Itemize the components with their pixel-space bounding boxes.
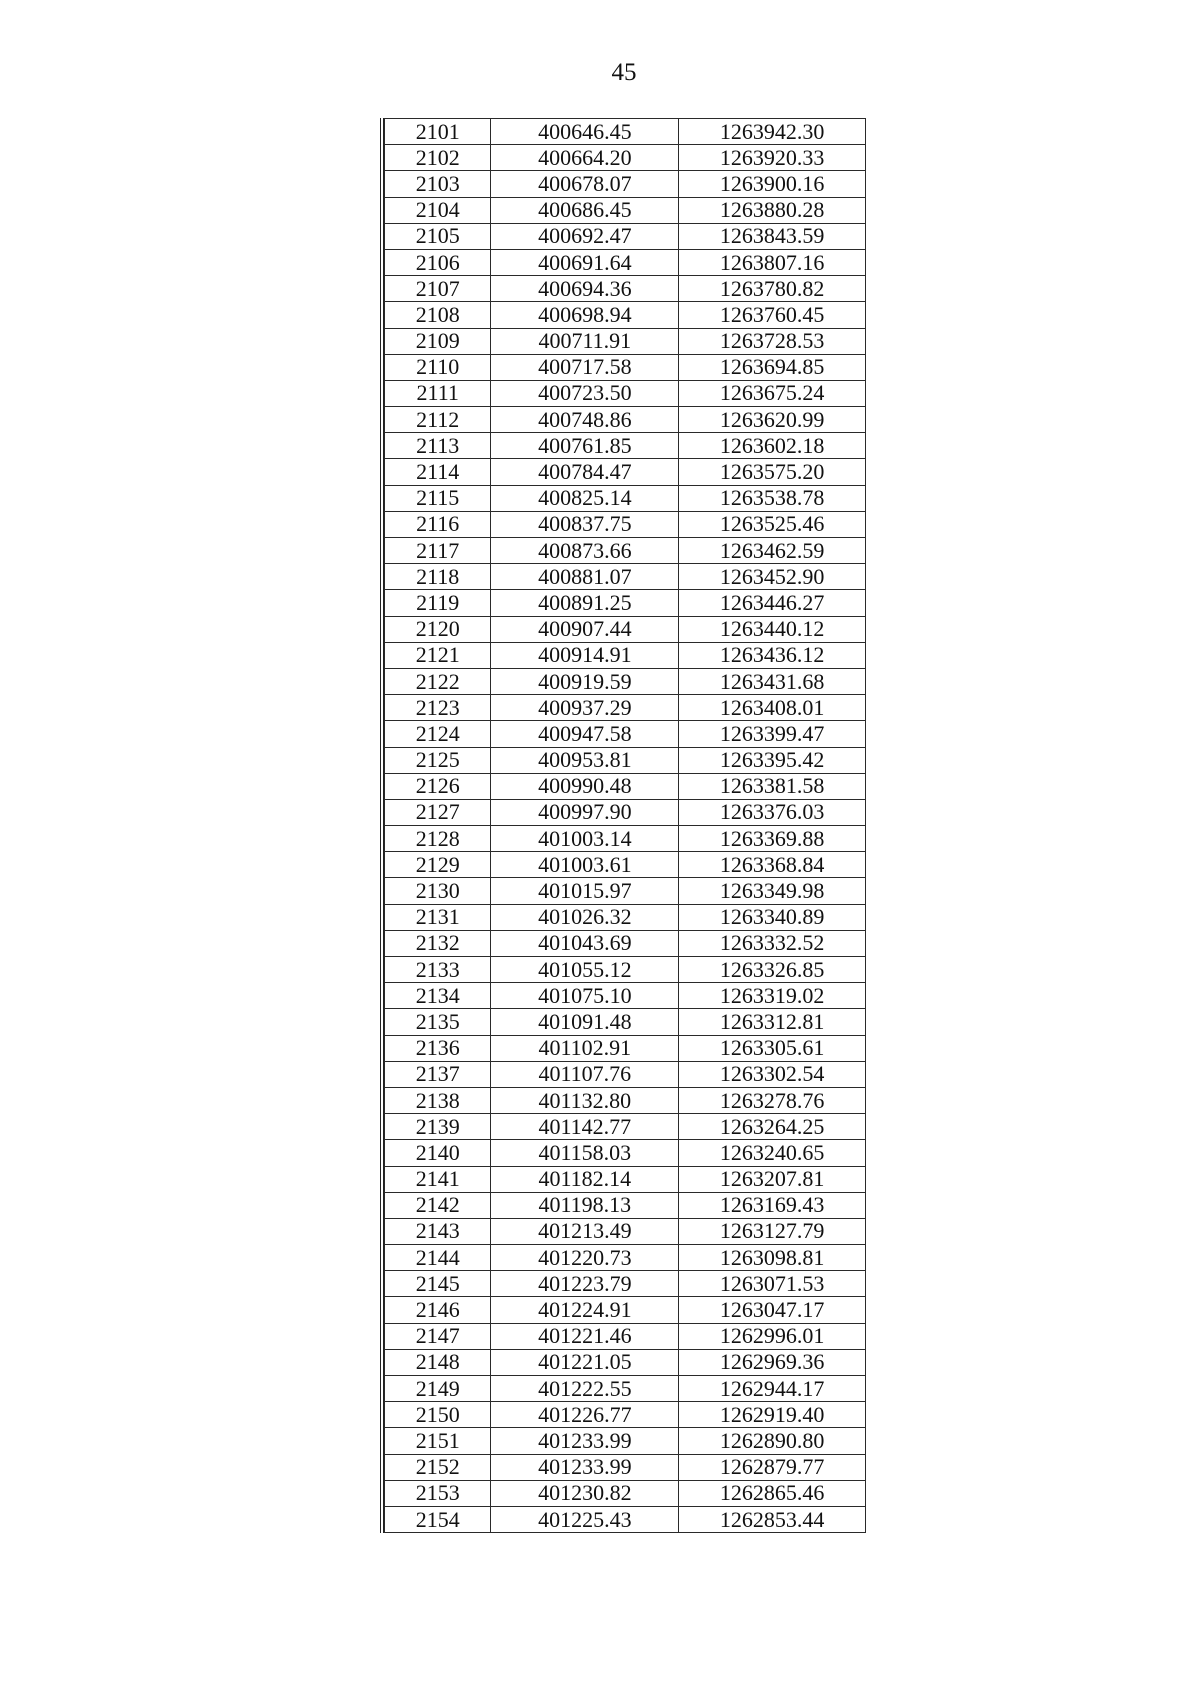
point-number-cell: 2107 [385,276,491,302]
table-row [385,852,866,878]
x-coordinate-cell: 400694.36 [491,276,679,302]
point-number-cell: 2136 [385,1035,491,1061]
y-coordinate-cell: 1263807.16 [679,249,866,275]
table-row [385,328,866,354]
table-row [385,511,866,537]
table-row [385,380,866,406]
x-coordinate-cell: 401213.49 [491,1218,679,1244]
x-coordinate-cell: 401233.99 [491,1428,679,1454]
y-coordinate-cell: 1263620.99 [679,407,866,433]
table-row [385,1035,866,1061]
point-number-cell: 2119 [385,590,491,616]
y-coordinate-cell: 1263332.52 [679,930,866,956]
y-coordinate-cell: 1263920.33 [679,145,866,171]
point-number-cell: 2149 [385,1376,491,1402]
table-row [385,642,866,668]
table-row [385,276,866,302]
x-coordinate-cell: 401225.43 [491,1506,679,1532]
table-row [385,538,866,564]
x-coordinate-cell: 401003.14 [491,826,679,852]
point-number-cell: 2128 [385,826,491,852]
table-row [385,1271,866,1297]
y-coordinate-cell: 1263694.85 [679,354,866,380]
table-row [385,1454,866,1480]
x-coordinate-cell: 400664.20 [491,145,679,171]
point-number-cell: 2150 [385,1402,491,1428]
x-coordinate-cell: 400907.44 [491,616,679,642]
table-row [385,1402,866,1428]
table-row [385,145,866,171]
y-coordinate-cell: 1263302.54 [679,1061,866,1087]
table-row [385,668,866,694]
point-number-cell: 2102 [385,145,491,171]
point-number-cell: 2104 [385,197,491,223]
point-number-cell: 2151 [385,1428,491,1454]
x-coordinate-cell: 401233.99 [491,1454,679,1480]
point-number-cell: 2103 [385,171,491,197]
x-coordinate-cell: 400723.50 [491,380,679,406]
x-coordinate-cell: 401224.91 [491,1297,679,1323]
x-coordinate-cell: 400891.25 [491,590,679,616]
y-coordinate-cell: 1263047.17 [679,1297,866,1323]
point-number-cell: 2154 [385,1506,491,1532]
point-number-cell: 2135 [385,1009,491,1035]
y-coordinate-cell: 1263326.85 [679,957,866,983]
point-number-cell: 2138 [385,1087,491,1113]
x-coordinate-cell: 401055.12 [491,957,679,983]
y-coordinate-cell: 1263602.18 [679,433,866,459]
point-number-cell: 2106 [385,249,491,275]
point-number-cell: 2117 [385,538,491,564]
x-coordinate-cell: 401003.61 [491,852,679,878]
table-row [385,1480,866,1506]
coordinates-table-body [385,119,866,1533]
point-number-cell: 2148 [385,1349,491,1375]
y-coordinate-cell: 1262879.77 [679,1454,866,1480]
point-number-cell: 2144 [385,1245,491,1271]
y-coordinate-cell: 1263207.81 [679,1166,866,1192]
point-number-cell: 2110 [385,354,491,380]
x-coordinate-cell: 400837.75 [491,511,679,537]
y-coordinate-cell: 1263525.46 [679,511,866,537]
table-row [385,119,866,145]
x-coordinate-cell: 400881.07 [491,564,679,590]
x-coordinate-cell: 400947.58 [491,721,679,747]
x-coordinate-cell: 400686.45 [491,197,679,223]
point-number-cell: 2142 [385,1192,491,1218]
y-coordinate-cell: 1263312.81 [679,1009,866,1035]
coordinates-table [384,118,866,1533]
y-coordinate-cell: 1263900.16 [679,171,866,197]
x-coordinate-cell: 401226.77 [491,1402,679,1428]
y-coordinate-cell: 1263399.47 [679,721,866,747]
point-number-cell: 2134 [385,983,491,1009]
x-coordinate-cell: 401230.82 [491,1480,679,1506]
table-row [385,354,866,380]
table-row [385,302,866,328]
point-number-cell: 2121 [385,642,491,668]
table-row [385,1218,866,1244]
y-coordinate-cell: 1263368.84 [679,852,866,878]
y-coordinate-cell: 1263240.65 [679,1140,866,1166]
table-row [385,1009,866,1035]
table-row [385,197,866,223]
table-row [385,1323,866,1349]
point-number-cell: 2126 [385,773,491,799]
point-number-cell: 2120 [385,616,491,642]
y-coordinate-cell: 1263349.98 [679,878,866,904]
coordinates-table-container [380,118,870,1533]
y-coordinate-cell: 1263127.79 [679,1218,866,1244]
point-number-cell: 2101 [385,119,491,145]
x-coordinate-cell: 401221.46 [491,1323,679,1349]
point-number-cell: 2118 [385,564,491,590]
y-coordinate-cell: 1263340.89 [679,904,866,930]
point-number-cell: 2114 [385,459,491,485]
y-coordinate-cell: 1263071.53 [679,1271,866,1297]
table-row [385,1376,866,1402]
x-coordinate-cell: 401142.77 [491,1114,679,1140]
y-coordinate-cell: 1262890.80 [679,1428,866,1454]
x-coordinate-cell: 401102.91 [491,1035,679,1061]
x-coordinate-cell: 400711.91 [491,328,679,354]
table-row [385,1061,866,1087]
x-coordinate-cell: 401026.32 [491,904,679,930]
y-coordinate-cell: 1263440.12 [679,616,866,642]
y-coordinate-cell: 1263381.58 [679,773,866,799]
y-coordinate-cell: 1263098.81 [679,1245,866,1271]
table-row [385,1245,866,1271]
x-coordinate-cell: 401091.48 [491,1009,679,1035]
x-coordinate-cell: 400692.47 [491,223,679,249]
table-row [385,249,866,275]
point-number-cell: 2111 [385,380,491,406]
y-coordinate-cell: 1263436.12 [679,642,866,668]
point-number-cell: 2123 [385,695,491,721]
point-number-cell: 2124 [385,721,491,747]
point-number-cell: 2145 [385,1271,491,1297]
x-coordinate-cell: 400646.45 [491,119,679,145]
x-coordinate-cell: 400937.29 [491,695,679,721]
x-coordinate-cell: 401132.80 [491,1087,679,1113]
page-number: 45 [611,59,637,86]
table-row [385,1349,866,1375]
table-row [385,1428,866,1454]
table-row [385,904,866,930]
point-number-cell: 2133 [385,957,491,983]
point-number-cell: 2108 [385,302,491,328]
x-coordinate-cell: 401198.13 [491,1192,679,1218]
x-coordinate-cell: 400698.94 [491,302,679,328]
y-coordinate-cell: 1263395.42 [679,747,866,773]
y-coordinate-cell: 1263446.27 [679,590,866,616]
y-coordinate-cell: 1263408.01 [679,695,866,721]
table-row [385,930,866,956]
x-coordinate-cell: 401043.69 [491,930,679,956]
point-number-cell: 2147 [385,1323,491,1349]
x-coordinate-cell: 400990.48 [491,773,679,799]
y-coordinate-cell: 1263369.88 [679,826,866,852]
x-coordinate-cell: 401015.97 [491,878,679,904]
y-coordinate-cell: 1262944.17 [679,1376,866,1402]
table-row [385,1114,866,1140]
table-row [385,616,866,642]
y-coordinate-cell: 1262969.36 [679,1349,866,1375]
table-row [385,171,866,197]
point-number-cell: 2137 [385,1061,491,1087]
y-coordinate-cell: 1263431.68 [679,668,866,694]
table-row [385,564,866,590]
x-coordinate-cell: 400761.85 [491,433,679,459]
point-number-cell: 2140 [385,1140,491,1166]
table-row [385,459,866,485]
y-coordinate-cell: 1263319.02 [679,983,866,1009]
table-row [385,878,866,904]
y-coordinate-cell: 1263780.82 [679,276,866,302]
y-coordinate-cell: 1263376.03 [679,799,866,825]
x-coordinate-cell: 400953.81 [491,747,679,773]
point-number-cell: 2152 [385,1454,491,1480]
table-row [385,773,866,799]
y-coordinate-cell: 1263942.30 [679,119,866,145]
point-number-cell: 2143 [385,1218,491,1244]
point-number-cell: 2105 [385,223,491,249]
point-number-cell: 2141 [385,1166,491,1192]
x-coordinate-cell: 401223.79 [491,1271,679,1297]
x-coordinate-cell: 400717.58 [491,354,679,380]
point-number-cell: 2116 [385,511,491,537]
point-number-cell: 2153 [385,1480,491,1506]
table-row [385,826,866,852]
point-number-cell: 2115 [385,485,491,511]
y-coordinate-cell: 1263760.45 [679,302,866,328]
y-coordinate-cell: 1263843.59 [679,223,866,249]
x-coordinate-cell: 401220.73 [491,1245,679,1271]
y-coordinate-cell: 1262865.46 [679,1480,866,1506]
table-row [385,983,866,1009]
x-coordinate-cell: 400919.59 [491,668,679,694]
x-coordinate-cell: 400873.66 [491,538,679,564]
point-number-cell: 2109 [385,328,491,354]
point-number-cell: 2131 [385,904,491,930]
table-row [385,695,866,721]
y-coordinate-cell: 1263264.25 [679,1114,866,1140]
table-row [385,485,866,511]
y-coordinate-cell: 1263538.78 [679,485,866,511]
x-coordinate-cell: 401075.10 [491,983,679,1009]
x-coordinate-cell: 400678.07 [491,171,679,197]
y-coordinate-cell: 1263278.76 [679,1087,866,1113]
x-coordinate-cell: 400784.47 [491,459,679,485]
table-row [385,1192,866,1218]
x-coordinate-cell: 401221.05 [491,1349,679,1375]
table-row [385,1506,866,1532]
table-row [385,407,866,433]
table-row [385,747,866,773]
x-coordinate-cell: 400691.64 [491,249,679,275]
point-number-cell: 2122 [385,668,491,694]
point-number-cell: 2139 [385,1114,491,1140]
table-row [385,799,866,825]
point-number-cell: 2130 [385,878,491,904]
y-coordinate-cell: 1263305.61 [679,1035,866,1061]
y-coordinate-cell: 1262996.01 [679,1323,866,1349]
point-number-cell: 2129 [385,852,491,878]
y-coordinate-cell: 1263880.28 [679,197,866,223]
y-coordinate-cell: 1263462.59 [679,538,866,564]
point-number-cell: 2125 [385,747,491,773]
x-coordinate-cell: 400825.14 [491,485,679,511]
x-coordinate-cell: 401158.03 [491,1140,679,1166]
y-coordinate-cell: 1263169.43 [679,1192,866,1218]
point-number-cell: 2112 [385,407,491,433]
x-coordinate-cell: 400748.86 [491,407,679,433]
table-row [385,1140,866,1166]
x-coordinate-cell: 400914.91 [491,642,679,668]
x-coordinate-cell: 401182.14 [491,1166,679,1192]
table-row [385,433,866,459]
table-row [385,957,866,983]
y-coordinate-cell: 1262853.44 [679,1506,866,1532]
x-coordinate-cell: 401222.55 [491,1376,679,1402]
point-number-cell: 2132 [385,930,491,956]
point-number-cell: 2127 [385,799,491,825]
x-coordinate-cell: 401107.76 [491,1061,679,1087]
x-coordinate-cell: 400997.90 [491,799,679,825]
y-coordinate-cell: 1262919.40 [679,1402,866,1428]
point-number-cell: 2146 [385,1297,491,1323]
table-row [385,223,866,249]
table-row [385,1297,866,1323]
table-row [385,1166,866,1192]
y-coordinate-cell: 1263575.20 [679,459,866,485]
table-row [385,590,866,616]
table-row [385,1087,866,1113]
table-row [385,721,866,747]
y-coordinate-cell: 1263675.24 [679,380,866,406]
y-coordinate-cell: 1263452.90 [679,564,866,590]
y-coordinate-cell: 1263728.53 [679,328,866,354]
point-number-cell: 2113 [385,433,491,459]
